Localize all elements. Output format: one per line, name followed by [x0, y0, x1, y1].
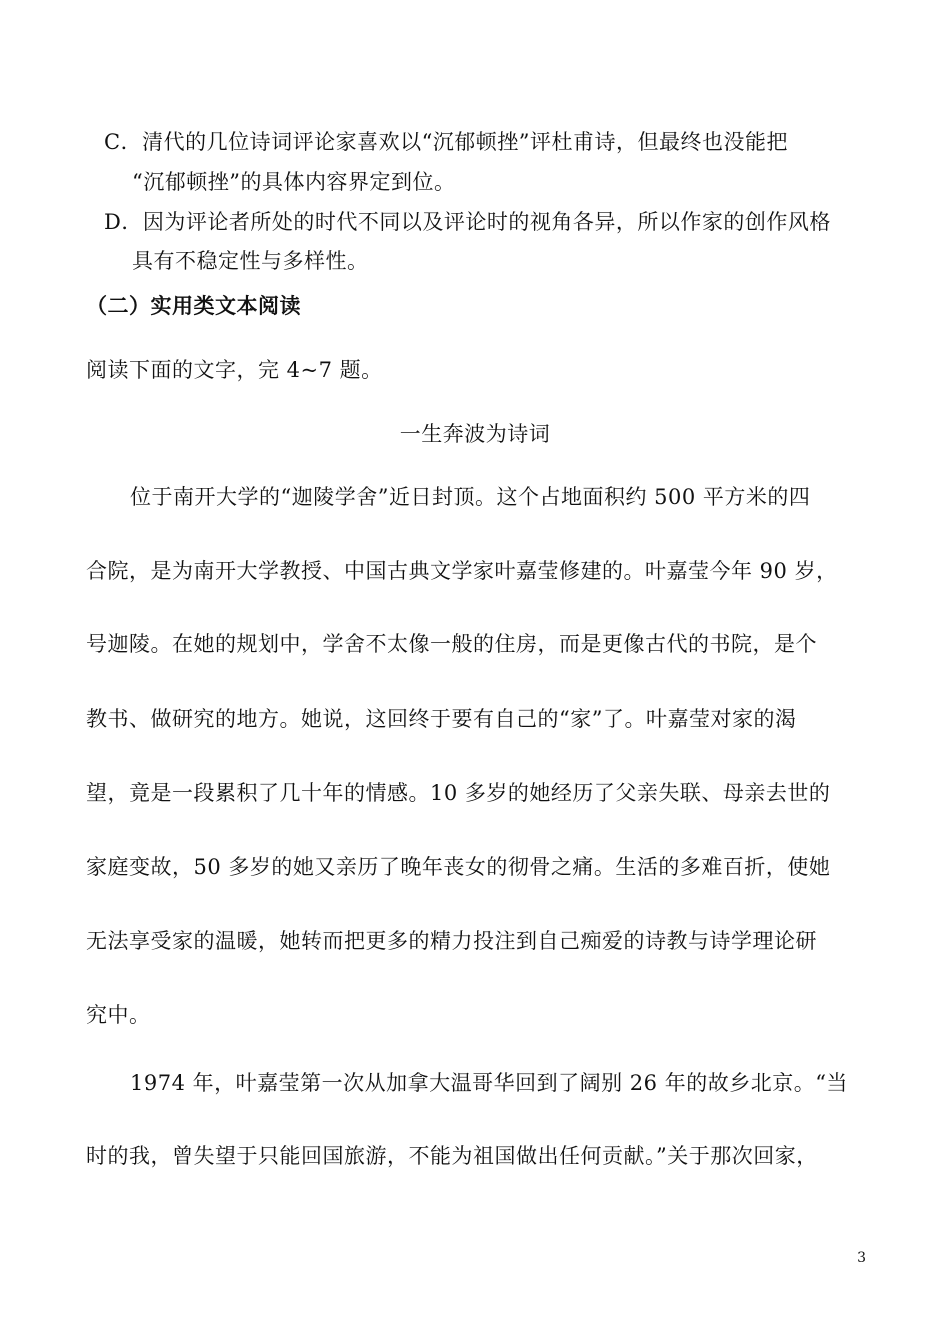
page-number: 3 — [857, 1250, 866, 1266]
option-d-line2: 具有不稳定性与多样性。 — [132, 249, 369, 273]
option-c-line1: C．清代的几位诗词评论家喜欢以“沉郁顿挫”评杜甫诗，但最终也没能把 — [104, 130, 789, 154]
paragraph-line: 无法享受家的温暖，她转而把更多的精力投注到自己痴爱的诗教与诗学理论研 — [86, 929, 817, 953]
option-c-line2: “沉郁顿挫”的具体内容界定到位。 — [132, 170, 456, 194]
paragraph-line: 位于南开大学的“迦陵学舍”近日封顶。这个占地面积约 500 平方米的四 — [130, 485, 811, 509]
paragraph-line: 1974 年，叶嘉莹第一次从加拿大温哥华回到了阔别 26 年的故乡北京。“当 — [130, 1071, 848, 1095]
paragraph-line: 家庭变故，50 多岁的她又亲历了晚年丧女的彻骨之痛。生活的多难百折，使她 — [86, 855, 831, 879]
paragraph-line: 教书、做研究的地方。她说，这回终于要有自己的“家”了。叶嘉莹对家的渴 — [86, 707, 797, 731]
paragraph-line: 究中。 — [86, 1003, 151, 1027]
option-d-line1: D．因为评论者所处的时代不同以及评论时的视角各异，所以作家的创作风格 — [104, 210, 831, 234]
paragraph-line: 号迦陵。在她的规划中，学舍不太像一般的住房，而是更像古代的书院，是个 — [86, 632, 817, 656]
article-title: 一生奔波为诗词 — [399, 422, 551, 446]
section-heading: （二）实用类文本阅读 — [86, 294, 301, 318]
paragraph-line: 合院，是为南开大学教授、中国古典文学家叶嘉莹修建的。叶嘉莹今年 90 岁， — [86, 559, 838, 583]
paragraph-line: 时的我，曾失望于只能回国旅游，不能为祖国做出任何贡献。”关于那次回家， — [86, 1144, 818, 1168]
instruction: 阅读下面的文字，完 4~7 题。 — [86, 358, 383, 382]
paragraph-line: 望，竟是一段累积了几十年的情感。10 多岁的她经历了父亲失联、母亲去世的 — [86, 781, 831, 805]
